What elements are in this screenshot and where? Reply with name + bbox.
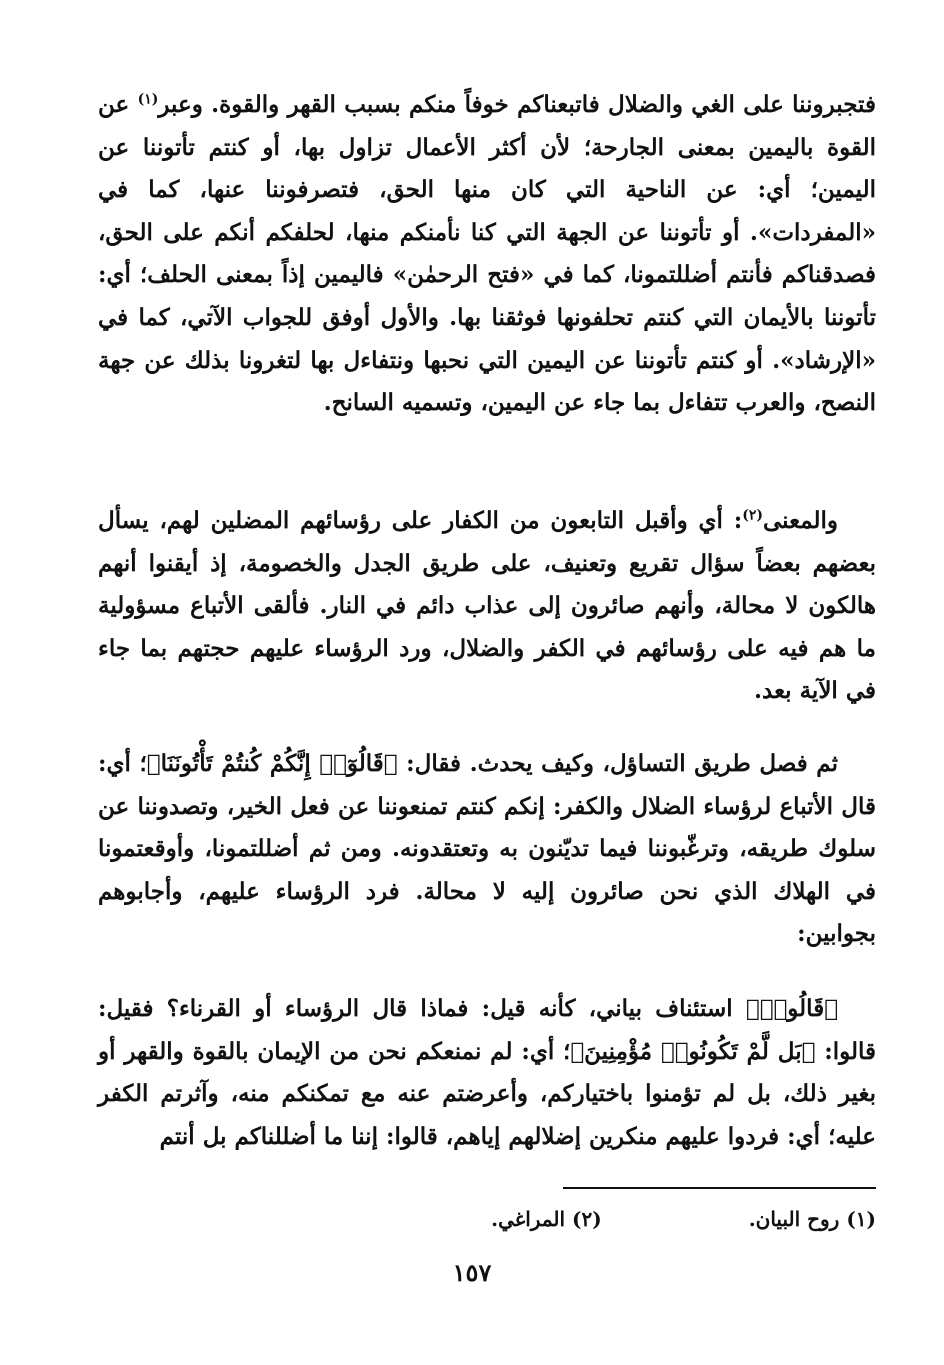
paragraph-2-lead: والمعنى <box>762 507 838 534</box>
quran-quote: ﴿قَالُوٓا۟ إِنَّكُمْ كُنتُمْ تَأْتُونَنَا﴾ <box>146 750 398 777</box>
quran-quote: ﴿بَل لَّمْ تَكُونُوا۟ مُؤْمِنِينَ﴾ <box>570 1037 816 1065</box>
footnote-1 <box>749 1204 876 1234</box>
paragraph-2 <box>98 500 876 713</box>
footnote-text: المراغي. <box>491 1207 566 1231</box>
quran-quote: ﴿قَالُوا۟﴾ <box>745 995 838 1022</box>
footnotes <box>300 1204 876 1234</box>
paragraph-4-text-b: ؛ أي: لم نمنعكم نحن من الإيمان بالقوة والقهر أو بغير ذلك، بل لم تؤمنوا باختياركم، وأعرضتم عنه مع تمكنكم منه، وآثرتم الكفر عليه؛ أي: فردوا عليهم منكرين إضلالهم إياهم، قالوا: إننا ما أضللناكم بل أنتم <box>98 1037 876 1150</box>
paragraph-4-text-a: استئناف بياني، كأنه قيل: فماذا قال الرؤساء أو القرناء؟ فقيل: قالوا: <box>98 995 877 1065</box>
paragraph-3 <box>98 743 876 956</box>
paragraph-3-text-b: ؛ أي: قال الأتباع لرؤساء الضلال والكفر: إنكم كنتم تمنعوننا عن فعل الخير، وتصدوننا عن سلوك طريقه، وترغّبوننا فيما تديّنون به وتعتقدونه. ومن ثم أضللتمونا، وأوقعتمونا في الهلاك الذي نحن صائرون إليه لا محالة. فرد الرؤساء عليهم، وأجابوهم بجوابين: <box>98 750 876 948</box>
footnote-text: روح البيان. <box>748 1207 840 1231</box>
footnote-ref-1: (١) <box>137 91 159 108</box>
footnote-ref-2: (٢) <box>742 507 763 524</box>
footnote-divider <box>563 1187 876 1189</box>
footnote-2 <box>491 1204 602 1234</box>
paragraph-1-text-a: فتجبروننا على الغي والضلال فاتبعناكم خوفاً منكم بسبب القهر والقوة. وعبر <box>158 91 876 118</box>
paragraph-1 <box>98 84 876 425</box>
footnote-number: (١) <box>846 1207 876 1231</box>
footnote-number: (٢) <box>572 1207 602 1231</box>
paragraph-1-text-b: عن القوة باليمين بمعنى الجارحة؛ لأن أكثر الأعمال تزاول بها، أو كنتم تأتوننا عن اليمين؛ أي: عن الناحية التي كان منها الحق، فتصرفوننا عنها، كما في «المفردات». أو تأتوننا عن الجهة التي كنا نأمنكم منها، لحلفكم أنكم على الحق، فصدقناكم فأنتم أضللتمونا، كما في «فتح الرحمٰن» فاليمين إذاً بمعنى الحلف؛ أي: تأتوننا بالأيمان التي كنتم تحلفونها فوثقنا بها. والأول أوفق للجواب الآتي، كما في «الإرشاد». أو كنتم تأتوننا عن اليمين التي نحبها ونتفاءل بها لتغرونا بذلك عن جهة النصح، والعرب تتفاءل بما جاء عن اليمين، وتسميه السانح. <box>98 91 876 417</box>
page-number: ١٥٧ <box>452 1258 492 1287</box>
paragraph-3-text-a: ثم فصل طريق التساؤل، وكيف يحدث. فقال: <box>397 750 838 777</box>
paragraph-2-text: : أي وأقبل التابعون من الكفار على رؤسائهم المضلين لهم، يسأل بعضهم بعضاً سؤال تقريع وتعنيف، على طريق الجدل والخصومة، إذ أيقنوا أنهم هالكون لا محالة، وأنهم صائرون إلى عذاب دائم في النار. فألقى الأتباع مسؤولية ما هم فيه على رؤسائهم في الكفر والضلال، ورد الرؤساء عليهم حجتهم بما جاء في الآية بعد. <box>98 507 876 705</box>
paragraph-4 <box>98 988 876 1158</box>
